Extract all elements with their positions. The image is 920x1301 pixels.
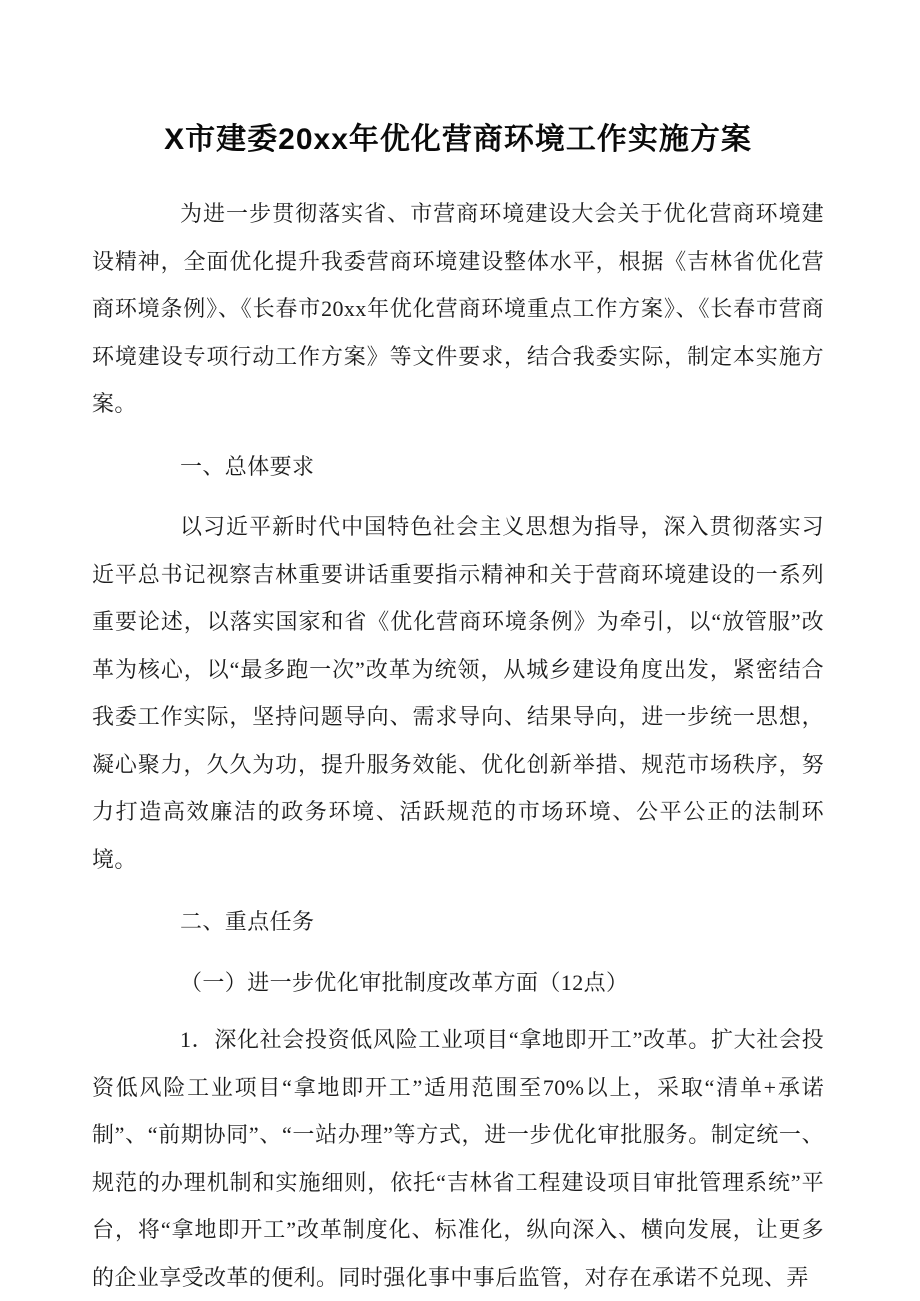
document-title: X市建委20xx年优化营商环境工作实施方案	[164, 123, 752, 156]
subsection-heading-approval-reform: （一）进一步优化审批制度改革方面（12点）	[180, 969, 629, 995]
section-heading-overall-requirements: 一、总体要求	[180, 453, 315, 479]
paragraph-overall-requirements: 以习近平新时代中国特色社会主义思想为指导，深入贯彻落实习近平总书记视察吉林重要讲话重要指示精神和关于营商环境建设的一系列重要论述，以落实国家和省《优化营商环境条例》为牵引，以“放管服”改革为核心，以“最多跑一次”改革为统领，从城乡建设角度出发，紧密结合我委工作实际，坚持问题导向、需求导向、结果导向，进一步统一思想，凝心聚力，久久为功，提升服务效能、优化创新举措、规范市场秩序，努力打造高效廉洁的政务环境、活跃规范的市场环境、公平公正的法制环境。	[92, 514, 824, 872]
section-heading-key-tasks: 二、重点任务	[180, 909, 315, 934]
paragraph-intro: 为进一步贯彻落实省、市营商环境建设大会关于优化营商环境建设精神，全面优化提升我委营商环境建设整体水平，根据《吉林省优化营商环境条例》、《长春市20xx年优化营商环境重点工作方案》、《长春市营商环境建设专项行动工作方案》等文件要求，结合我委实际，制定本实施方案。	[92, 201, 824, 416]
paragraph-approval-reform-item-1: 1．深化社会投资低风险工业项目“拿地即开工”改革。扩大社会投资低风险工业项目“拿地即开工”适用范围至70%以上，采取“清单+承诺制”、“前期协同”、“一站办理”等方式，进一步优化审批服务。制定统一、规范的办理机制和实施细则，依托“吉林省工程建设项目审批管理系统”平台，将“拿地即开工”改革制度化、标准化，纵向深入、横向发展，让更多的企业享受改革的便利。同时强化事中事后监管，对存在承诺不兑现、弄	[92, 1027, 824, 1290]
